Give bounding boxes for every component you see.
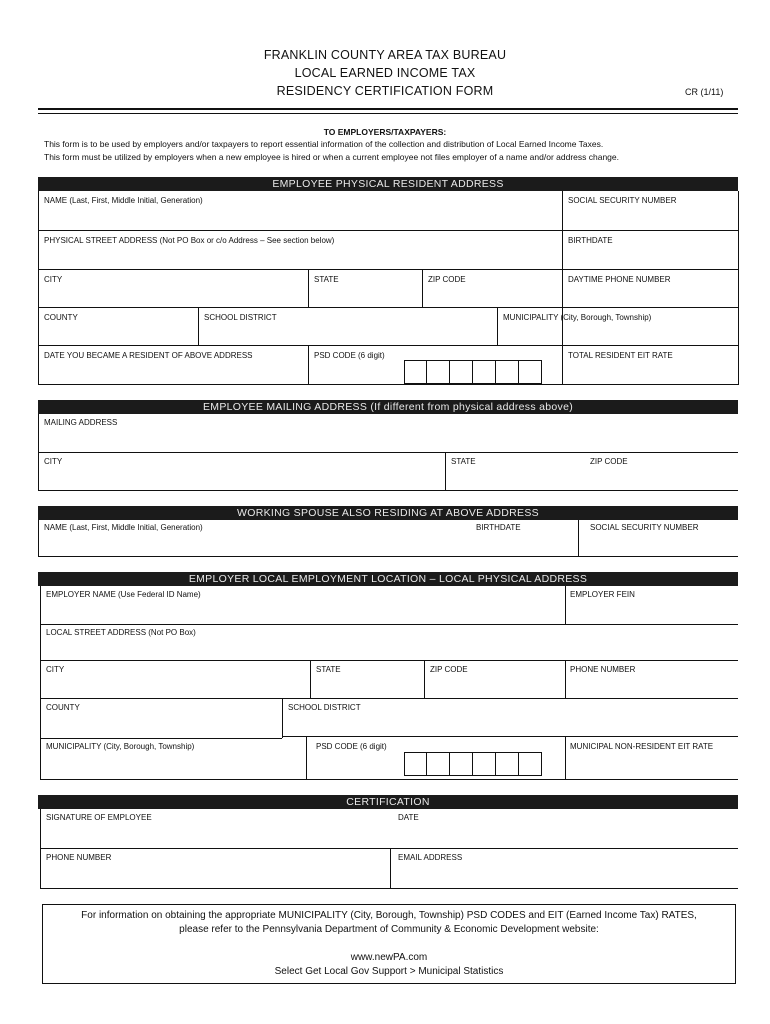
section1-county-divider xyxy=(198,307,199,345)
total-resident-eit-rate-field[interactable]: TOTAL RESIDENT EIT RATE xyxy=(568,351,673,360)
psd-digit-box-4[interactable] xyxy=(473,360,496,384)
certification-email-field[interactable]: EMAIL ADDRESS xyxy=(398,853,463,862)
spouse-ssn-field[interactable]: SOCIAL SECURITY NUMBER xyxy=(590,523,699,532)
section4-row4-line xyxy=(282,736,738,737)
county-field[interactable]: COUNTY xyxy=(44,313,78,322)
footer-website-link[interactable]: www.newPA.com xyxy=(350,952,428,963)
city-field[interactable]: CITY xyxy=(44,275,63,284)
spouse-name-field[interactable]: NAME (Last, First, Middle Initial, Generation) xyxy=(44,523,203,532)
section1-row1-line xyxy=(38,230,738,231)
mailing-zip-field[interactable]: ZIP CODE xyxy=(590,457,628,466)
employee-name-field[interactable]: NAME (Last, First, Middle Initial, Generation) xyxy=(44,196,203,205)
title-line-2: LOCAL EARNED INCOME TAX xyxy=(294,66,476,80)
psd-digit-box-1[interactable] xyxy=(404,360,427,384)
section-employer-location: EMPLOYER LOCAL EMPLOYMENT LOCATION – LOCAL PHYSICAL ADDRESS xyxy=(38,572,738,586)
employer-municipality-field[interactable]: MUNICIPALITY (City, Borough, Township) xyxy=(46,742,195,751)
section1-row4-line xyxy=(38,345,738,346)
certification-date-field[interactable]: DATE xyxy=(398,813,419,822)
employer-psd-digit-box-5[interactable] xyxy=(496,752,519,776)
psd-digit-box-2[interactable] xyxy=(427,360,450,384)
employer-psd-digit-box-1[interactable] xyxy=(404,752,427,776)
psd-digit-box-5[interactable] xyxy=(496,360,519,384)
local-street-field[interactable]: LOCAL STREET ADDRESS (Not PO Box) xyxy=(46,628,196,637)
section2-city-divider xyxy=(445,452,446,490)
zip-field[interactable]: ZIP CODE xyxy=(428,275,466,284)
section4-bottom-line xyxy=(40,779,738,780)
psd-digit-box-6[interactable] xyxy=(519,360,542,384)
section4-state-divider xyxy=(424,660,425,698)
section-working-spouse: WORKING SPOUSE ALSO RESIDING AT ABOVE ADDRESS xyxy=(38,506,738,520)
spouse-birthdate-field[interactable]: BIRTHDATE xyxy=(476,523,521,532)
employer-name-field[interactable]: EMPLOYER NAME (Use Federal ID Name) xyxy=(46,590,201,599)
section1-city-divider xyxy=(308,269,309,307)
header-rule-thin xyxy=(38,113,738,114)
footer-navigation-path: Select Get Local Gov Support > Municipal Statistics xyxy=(274,966,504,977)
title-line-1: FRANKLIN COUNTY AREA TAX BUREAU xyxy=(263,48,507,62)
section1-right-column-divider xyxy=(562,191,563,385)
section4-fein-divider xyxy=(565,586,566,624)
employer-phone-field[interactable]: PHONE NUMBER xyxy=(570,665,636,674)
section4-row3-line xyxy=(40,698,738,699)
section2-bottom-line xyxy=(38,490,738,491)
section3-left-border xyxy=(38,520,39,556)
daytime-phone-field[interactable]: DAYTIME PHONE NUMBER xyxy=(568,275,671,284)
state-field[interactable]: STATE xyxy=(314,275,339,284)
footer-info-box xyxy=(42,904,736,984)
form-code: CR (1/11) xyxy=(685,87,724,97)
municipal-non-resident-eit-rate-field[interactable]: MUNICIPAL NON-RESIDENT EIT RATE xyxy=(570,742,714,751)
section4-row2-line xyxy=(40,660,738,661)
section4-municipality-divider xyxy=(306,736,307,780)
certification-phone-field[interactable]: PHONE NUMBER xyxy=(46,853,112,862)
title-line-3: RESIDENCY CERTIFICATION FORM xyxy=(276,84,494,98)
mailing-address-field[interactable]: MAILING ADDRESS xyxy=(44,418,118,427)
section2-row1-line xyxy=(38,452,738,453)
section-employee-physical-address: EMPLOYEE PHYSICAL RESIDENT ADDRESS xyxy=(38,177,738,191)
section5-row1-line xyxy=(40,848,738,849)
intro-line-2: This form must be utilized by employers when a new employee is hired or when a current employee not files employer of a name and/or address change. xyxy=(44,152,619,162)
section4-zip-divider xyxy=(565,660,566,698)
employer-school-district-field[interactable]: SCHOOL DISTRICT xyxy=(288,703,361,712)
employer-psd-digit-box-2[interactable] xyxy=(427,752,450,776)
employer-county-field[interactable]: COUNTY xyxy=(46,703,80,712)
section4-row1-line xyxy=(40,624,738,625)
section1-state-divider xyxy=(422,269,423,307)
employer-zip-field[interactable]: ZIP CODE xyxy=(430,665,468,674)
section1-right-border xyxy=(738,191,739,385)
employee-signature-field[interactable]: SIGNATURE OF EMPLOYEE xyxy=(46,813,152,822)
section5-left-border xyxy=(40,809,41,889)
employer-psd-digit-box-4[interactable] xyxy=(473,752,496,776)
intro-heading: TO EMPLOYERS/TAXPAYERS: xyxy=(323,127,447,137)
section1-left-border xyxy=(38,191,39,385)
psd-digit-box-3[interactable] xyxy=(450,360,473,384)
header-rule xyxy=(38,108,738,110)
date-became-resident-field[interactable]: DATE YOU BECAME A RESIDENT OF ABOVE ADDRESS xyxy=(44,351,253,360)
section5-phone-divider xyxy=(390,848,391,889)
footer-line-2: please refer to the Pennsylvania Department of Community & Economic Development website: xyxy=(179,924,599,935)
employer-state-field[interactable]: STATE xyxy=(316,665,341,674)
section1-bottom-line xyxy=(38,384,738,385)
section1-row3-line xyxy=(38,307,738,308)
footer-line-1: For information on obtaining the appropriate MUNICIPALITY (City, Borough, Township) PSD CODES and EIT (Earned Income Tax) RATES, xyxy=(81,910,697,921)
employer-city-field[interactable]: CITY xyxy=(46,665,65,674)
municipality-field[interactable]: MUNICIPALITY (City, Borough, Township) xyxy=(503,313,652,322)
section5-bottom-line xyxy=(40,888,738,889)
birthdate-field[interactable]: BIRTHDATE xyxy=(568,236,613,245)
mailing-city-field[interactable]: CITY xyxy=(44,457,63,466)
section4-left-border xyxy=(40,586,41,780)
section-employee-mailing-address: EMPLOYEE MAILING ADDRESS (If different from physical address above) xyxy=(38,400,738,414)
section-certification: CERTIFICATION xyxy=(38,795,738,809)
employee-ssn-field[interactable]: SOCIAL SECURITY NUMBER xyxy=(568,196,677,205)
section3-bottom-line xyxy=(38,556,738,557)
employer-psd-digit-box-6[interactable] xyxy=(519,752,542,776)
employer-fein-field[interactable]: EMPLOYER FEIN xyxy=(570,590,635,599)
section1-row2-line xyxy=(38,269,738,270)
psd-code-field[interactable]: PSD CODE (6 digit) xyxy=(314,351,385,360)
section4-county-bottom-line xyxy=(40,738,282,739)
section4-psd-divider xyxy=(565,736,566,780)
employer-psd-digit-box-3[interactable] xyxy=(450,752,473,776)
employer-psd-code-field[interactable]: PSD CODE (6 digit) xyxy=(316,742,387,751)
physical-street-field[interactable]: PHYSICAL STREET ADDRESS (Not PO Box or c/o Address – See section below) xyxy=(44,236,335,245)
school-district-field[interactable]: SCHOOL DISTRICT xyxy=(204,313,277,322)
section4-city-divider xyxy=(310,660,311,698)
section1-date-divider xyxy=(308,345,309,385)
intro-line-1: This form is to be used by employers and/or taxpayers to report essential information of the collection and distribution of Local Earned Income Taxes. xyxy=(44,139,604,149)
section4-county-divider xyxy=(282,698,283,738)
section3-ssn-divider xyxy=(578,520,579,556)
section1-school-divider xyxy=(497,307,498,345)
mailing-state-field[interactable]: STATE xyxy=(451,457,476,466)
